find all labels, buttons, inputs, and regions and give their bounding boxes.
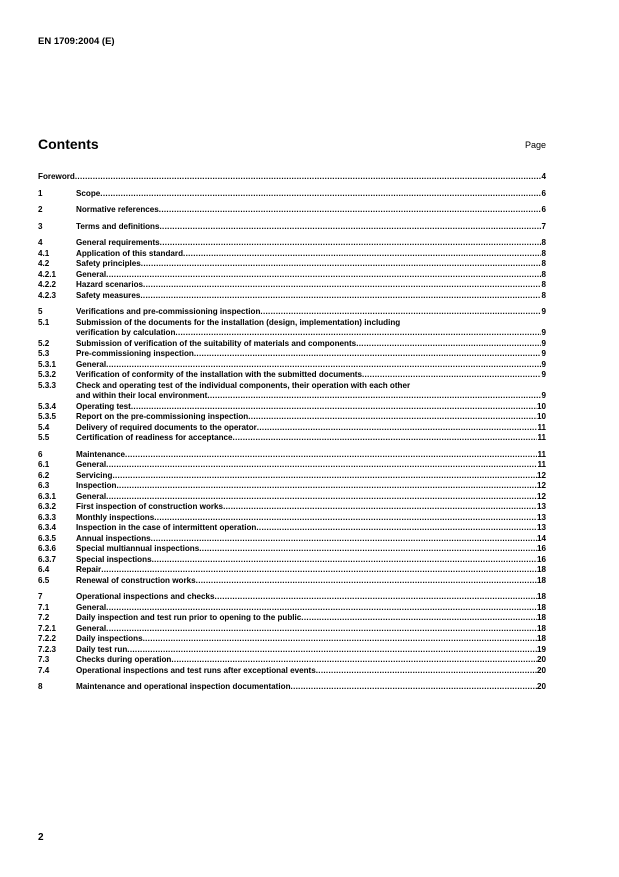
toc-entry-page: 12 [536,470,546,480]
toc-entry-title: Daily test run [76,644,128,654]
toc-entry[interactable] [38,481,546,492]
toc-entry-title: General [76,623,107,633]
toc-entry-title: Servicing [76,470,113,480]
toc-entry[interactable] [38,666,546,677]
toc-entry-number: 3 [38,221,43,231]
dot-leader [101,565,537,576]
toc-entry-number: 6.2 [38,470,50,480]
dot-leader [356,339,541,350]
toc-entry-number: 7 [38,592,43,601]
toc-entry-title: Pre-commissioning inspection [76,349,194,358]
toc-entry-title: Submission of verification of the suitability of materials and components [76,338,357,348]
toc-entry[interactable] [38,555,546,566]
toc-entry[interactable] [38,172,546,183]
toc-entry-title: Maintenance and operational inspection documentation [76,682,291,691]
toc-entry-number: 7.2.3 [38,644,57,654]
toc-entry-title: Report on the pre-commissioning inspection [76,412,249,421]
toc-entry-number: 6.3.5 [38,533,57,543]
table-of-contents [38,172,546,693]
toc-entry-page: 13 [536,502,546,511]
toc-entry-number: 7.3 [38,655,50,664]
toc-entry-page: 16 [536,554,546,564]
toc-entry[interactable] [38,205,546,216]
toc-entry[interactable] [38,592,546,603]
toc-entry[interactable] [38,502,546,513]
toc-entry[interactable] [38,613,546,624]
toc-entry-title: General [76,491,107,501]
toc-entry[interactable] [38,492,546,503]
page-number: 2 [38,832,44,843]
toc-entry-title: Foreword [38,172,75,181]
toc-entry[interactable] [38,645,546,656]
toc-entry-page: 10 [536,412,546,421]
toc-entry-page: 9 [541,328,546,337]
toc-entry[interactable] [38,624,546,635]
dot-leader [160,222,542,233]
dot-leader [248,412,537,423]
dot-leader [141,259,542,270]
toc-entry-title: General [76,359,107,369]
toc-entry-number: 2 [38,205,43,214]
dot-leader [223,502,537,513]
toc-entry-page: 9 [541,338,546,348]
toc-entry-number: 6.5 [38,575,50,585]
toc-entry-title: Daily inspections [76,634,143,643]
toc-entry-title: Hazard scenarios [76,280,144,289]
toc-entry-number: 7.1 [38,602,50,612]
toc-entry[interactable] [38,534,546,545]
toc-entry-number: 7.2.2 [38,634,57,643]
toc-entry-title-line1: Submission of the documents for the installation (design, implementation) including [76,317,401,327]
toc-entry-title: General [76,269,107,279]
toc-entry-page: 9 [541,307,546,316]
toc-entry-page: 10 [536,401,546,411]
toc-entry-number: 5.3.3 [38,380,57,390]
dot-leader [143,634,537,645]
toc-entry[interactable] [38,634,546,645]
toc-entry[interactable] [38,603,546,614]
contents-title: Contents [38,136,99,152]
toc-entry-number: 6.4 [38,565,50,574]
toc-entry[interactable] [38,360,546,371]
toc-entry-page: 7 [541,221,546,231]
toc-entry-page: 4 [541,172,546,181]
toc-entry-number: 6.1 [38,460,50,469]
toc-entry-page: 19 [536,644,546,654]
toc-entry-title: Special inspections [76,554,152,564]
toc-entry-page: 12 [536,481,546,490]
toc-entry-title: Checks during operation [76,655,172,664]
toc-entry-page: 6 [541,188,546,198]
dot-leader [233,433,538,444]
toc-entry-number: 4.1 [38,248,50,258]
dot-leader [196,576,537,587]
dot-leader [75,172,542,183]
toc-entry-number: 6.3.3 [38,512,57,522]
toc-entry[interactable] [38,450,546,461]
toc-entry-page: 8 [541,248,546,258]
dot-leader [154,513,537,524]
toc-entry-number: 7.2 [38,613,50,622]
dot-leader [106,603,537,614]
toc-entry-title: Scope [76,188,101,198]
dot-leader [112,471,537,482]
page-column-label: Page [524,140,546,150]
dot-leader [159,205,542,216]
toc-entry-number: 4.2.2 [38,280,57,289]
dot-leader [152,555,537,566]
toc-entry[interactable] [38,412,546,423]
toc-entry-title: Annual inspections [76,533,151,543]
toc-entry-page: 18 [536,592,546,601]
toc-entry[interactable] [38,402,546,413]
toc-entry[interactable] [38,523,546,534]
toc-entry-number: 6 [38,449,43,459]
toc-entry[interactable] [38,513,546,524]
toc-entry-number: 5.3.1 [38,359,57,369]
toc-entry-page: 18 [536,634,546,643]
dot-leader [175,328,541,339]
toc-entry[interactable] [38,349,546,360]
toc-entry-number: 4.2.3 [38,290,57,300]
dot-leader [260,307,541,318]
toc-entry-number: 6.3.2 [38,502,57,511]
dot-leader [215,592,537,603]
dot-leader [151,534,537,545]
toc-entry-number: 5.3.4 [38,401,57,411]
toc-entry[interactable] [38,259,546,270]
toc-entry-title: Verifications and pre-commissioning inspection [76,307,261,316]
toc-entry-number: 5.3.5 [38,412,57,421]
toc-entry-page: 20 [536,665,546,675]
toc-entry-title: Terms and definitions [76,221,160,231]
toc-entry-number: 5 [38,307,43,316]
toc-entry-number: 5.1 [38,317,50,327]
toc-entry[interactable] [38,544,546,555]
toc-entry[interactable] [38,682,546,693]
toc-entry-number: 7.4 [38,665,50,675]
toc-entry-page: 13 [536,512,546,522]
dot-leader [194,349,542,360]
toc-entry-title: Safety principles [76,259,141,268]
toc-entry[interactable] [38,238,546,249]
dot-leader [143,280,541,291]
toc-entry-page: 11 [537,433,546,442]
toc-entry-page: 13 [536,523,546,532]
toc-entry-title: First inspection of construction works [76,502,224,511]
toc-entry-title-line1: Check and operating test of the individual components, their operation with each other [76,380,411,390]
toc-entry-page: 9 [541,349,546,358]
toc-entry[interactable] [38,655,546,666]
toc-entry-page: 6 [541,205,546,214]
toc-entry-title: Operational inspections and test runs after exceptional events [76,665,316,675]
toc-entry-title: Special multiannual inspections [76,544,200,553]
toc-entry[interactable] [38,291,546,302]
toc-entry[interactable] [38,423,546,434]
toc-entry[interactable] [38,189,546,200]
toc-entry-page: 8 [541,280,546,289]
toc-entry-title: Maintenance [76,449,126,459]
toc-entry[interactable] [38,460,546,471]
toc-entry-title: Inspection in the case of intermittent operation [76,523,257,532]
dot-leader [362,370,541,381]
toc-entry-number: 5.3.2 [38,370,57,379]
toc-entry-page: 18 [536,623,546,633]
toc-entry-title: Delivery of required documents to the operator [76,422,257,432]
toc-entry-number: 4 [38,238,43,247]
toc-entry-title: Renewal of construction works [76,575,196,585]
toc-entry-page: 11 [537,422,546,432]
dot-leader [106,624,537,635]
toc-entry-page: 18 [536,613,546,622]
toc-entry[interactable] [38,471,546,482]
toc-entry-title: General [76,602,107,612]
toc-entry-number: 4.2.1 [38,269,57,279]
toc-entry-page: 14 [536,533,546,543]
toc-entry-page: 18 [536,565,546,574]
dot-leader [106,492,537,503]
toc-entry[interactable] [38,270,546,281]
dot-leader [106,270,541,281]
toc-entry-page: 8 [541,290,546,300]
toc-entry-number: 6.3.1 [38,491,57,501]
toc-entry-title: General [76,460,107,469]
dot-leader [125,450,537,461]
toc-entry-page: 9 [541,370,546,379]
dot-leader [199,544,537,555]
toc-entry-page: 11 [537,460,546,469]
toc-entry-number: 6.3.7 [38,554,57,564]
toc-entry[interactable] [38,249,546,260]
toc-entry-title: Certification of readiness for acceptance [76,433,233,442]
toc-entry-title: Inspection [76,481,117,490]
toc-entry-page: 18 [536,602,546,612]
toc-entry-title: Operating test [76,401,131,411]
toc-entry-number: 4.2 [38,259,50,268]
dot-leader [183,249,541,260]
toc-entry-title: General requirements [76,238,160,247]
document-id: EN 1709:2004 (E) [38,36,115,47]
toc-entry-title: Monthly inspections [76,512,155,522]
toc-entry-title: Verification of conformity of the installation with the submitted documents [76,370,362,379]
toc-entry-number: 1 [38,188,43,198]
dot-leader [160,238,542,249]
toc-entry-number: 5.3 [38,349,50,358]
dot-leader [207,391,541,402]
toc-entry-number: 7.2.1 [38,623,57,633]
dot-leader [301,613,537,624]
toc-entry-number: 5.2 [38,338,50,348]
toc-entry-title: verification by calculation [76,328,176,337]
toc-entry-page: 16 [536,544,546,553]
toc-entry-title: Operational inspections and checks [76,592,215,601]
toc-entry-number: 6.3 [38,481,50,490]
toc-entry[interactable] [38,280,546,291]
toc-entry-title: Normative references [76,205,159,214]
toc-entry[interactable] [38,307,546,318]
toc-entry-page: 12 [536,491,546,501]
dot-leader [316,666,537,677]
toc-entry-page: 9 [541,391,546,400]
dot-leader [131,402,537,413]
dot-leader [256,523,537,534]
toc-entry[interactable] [38,381,546,402]
toc-entry[interactable] [38,576,546,587]
toc-entry-number: 5.4 [38,422,50,432]
dot-leader [100,189,541,200]
toc-entry-number: 6.3.6 [38,544,57,553]
toc-entry[interactable] [38,339,546,350]
toc-entry-page: 8 [541,238,546,247]
toc-entry-title: Application of this standard [76,248,184,258]
toc-entry-page: 8 [541,259,546,268]
dot-leader [171,655,537,666]
toc-entry-title: and within their local environment [76,391,208,400]
toc-entry-page: 11 [537,449,546,459]
toc-entry-page: 20 [536,682,546,691]
toc-entry-number: 5.5 [38,433,50,442]
toc-entry-title: Daily inspection and test run prior to opening to the public [76,613,302,622]
dot-leader [257,423,538,434]
toc-entry[interactable] [38,565,546,576]
dot-leader [106,360,541,371]
dot-leader [106,460,537,471]
toc-entry[interactable] [38,318,546,339]
toc-entry-title: Repair [76,565,102,574]
dot-leader [127,645,537,656]
dot-leader [116,481,537,492]
toc-entry[interactable] [38,222,546,233]
toc-entry-title: Safety measures [76,290,141,300]
toc-entry[interactable] [38,433,546,444]
toc-entry-page: 8 [541,269,546,279]
toc-entry-page: 18 [536,575,546,585]
toc-entry-page: 9 [541,359,546,369]
dot-leader [140,291,541,302]
toc-entry-number: 6.3.4 [38,523,57,532]
toc-entry-page: 20 [536,655,546,664]
toc-entry[interactable] [38,370,546,381]
toc-entry-number: 8 [38,682,43,691]
dot-leader [291,682,537,693]
